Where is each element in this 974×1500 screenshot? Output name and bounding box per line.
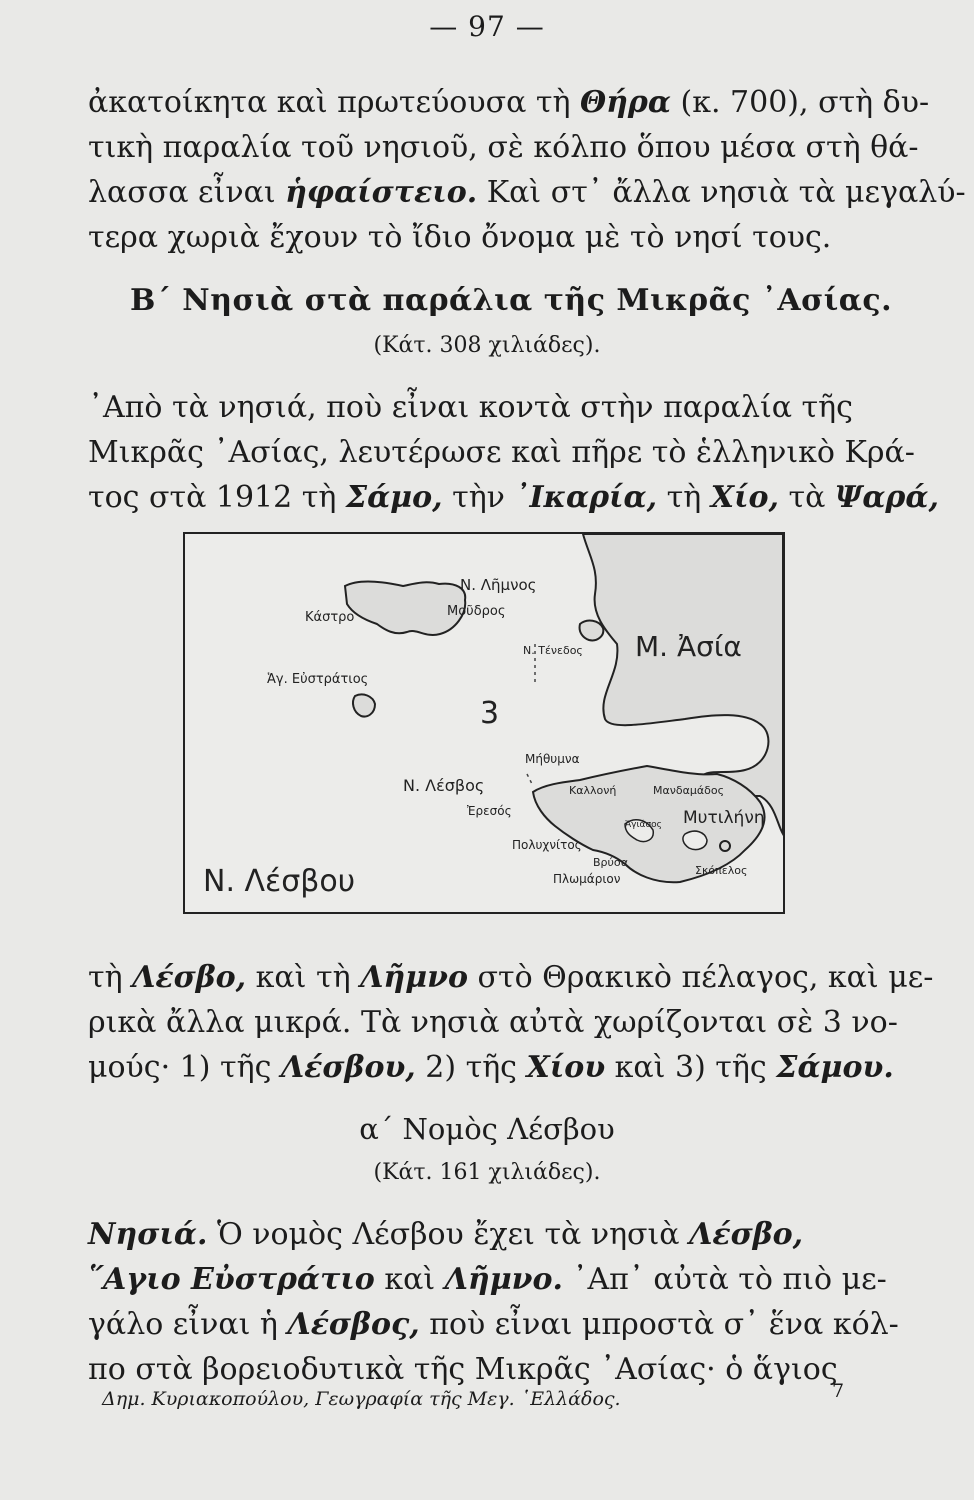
text-run: τὰ	[778, 480, 835, 515]
text-line: ᾿Απὸ τὰ νησιά, ποὺ εἶναι κοντὰ στὴν παραλία τῆς	[88, 390, 853, 425]
text-line	[88, 1045, 894, 1090]
section-b-area: (Κάτ. 308 χιλιάδες).	[373, 333, 601, 358]
label-lesvos-island: Ν. Λέσβος	[403, 776, 485, 795]
section-heading-b: Β΄ Νησιὰ στὰ παράλια τῆς Μικρᾶς ᾿Ασίας.	[130, 283, 893, 318]
text-run: καὶ 3) τῆς	[605, 1050, 777, 1085]
label-agiasos: Ἁγιάσος	[625, 820, 662, 830]
text-run: ᾿Απ᾿ αὐτὰ τὸ πιὸ με-	[562, 1262, 887, 1297]
text-line	[88, 170, 966, 215]
paragraph-islands	[88, 385, 939, 520]
text-run: τος στὰ 1912 τὴ	[88, 480, 346, 515]
label-mytilini: Μυτιλήνη	[683, 808, 765, 828]
map-caption: Ν. Λέσβου	[203, 864, 356, 899]
emphasis-lesvos-2: Λέσβος,	[287, 1307, 420, 1342]
text-line: Μικρᾶς ᾿Ασίας, λευτέρωσε καὶ πῆρε τὸ ἑλληνικὸ Κρά-	[88, 435, 915, 470]
label-mandamados: Μανδαμάδος	[653, 784, 725, 797]
emphasis-limnos: Λῆμνο	[360, 960, 468, 995]
gera-gulf	[683, 831, 707, 849]
label-efstratios: Ἁγ. Εὐστράτιος	[267, 672, 369, 687]
text-run: Καὶ στ᾿ ἄλλα νησιὰ τὰ μεγαλύ-	[477, 175, 966, 210]
text-run: καὶ τὴ	[246, 960, 361, 995]
text-line	[88, 955, 934, 1000]
footer-citation: Δημ. Κυριακοπούλου, Γεωγραφία τῆς Μεγ. ῾Ελλάδος.	[102, 1388, 621, 1410]
label-limnos: Ν. Λῆμνος	[460, 576, 537, 594]
emphasis-samou: Σάμου.	[776, 1050, 894, 1085]
text-run: τὴν	[442, 480, 515, 515]
efstratios-island	[353, 694, 375, 716]
emphasis-chios: Χίο,	[710, 480, 779, 515]
text-run: στὸ Θρακικὸ πέλαγος, καὶ με-	[467, 960, 934, 995]
text-line: τερα χωριὰ ἔχουν τὸ ἴδιο ὄνομα μὲ τὸ νησί τους.	[88, 220, 832, 255]
label-kastro: Κάστρο	[305, 610, 355, 625]
text-run: (κ. 700), στὴ δυ-	[670, 85, 930, 120]
sea-route	[527, 774, 533, 786]
text-run: γάλο εἶναι ἡ	[88, 1307, 288, 1342]
emphasis-limno: Λῆμνο.	[444, 1262, 563, 1297]
emphasis-nisia: Νησιά.	[88, 1217, 208, 1252]
page-number: — 97 —	[429, 10, 545, 43]
label-plomari: Πλωμάριον	[553, 872, 621, 886]
signature-mark: 7	[832, 1380, 845, 1402]
text-run: μούς· 1) τῆς	[88, 1050, 281, 1085]
paragraph-nomoi	[88, 955, 934, 1090]
text-run: τὴ	[657, 480, 711, 515]
section-a-area: (Κάτ. 161 χιλιάδες).	[373, 1160, 601, 1185]
text-run: λασσα εἶναι	[88, 175, 286, 210]
text-line	[88, 80, 930, 125]
text-line	[88, 1212, 868, 1257]
text-line	[88, 475, 939, 520]
text-run: καὶ	[374, 1262, 445, 1297]
paragraph-nisia	[88, 1212, 899, 1392]
label-moudros: Μοῦδρος	[447, 604, 506, 619]
emphasis-volcano: ἡφαίστειο.	[285, 175, 478, 210]
emphasis-chiou: Χίου	[526, 1050, 606, 1085]
emphasis-lesvos: Λέσβο,	[132, 960, 247, 995]
emphasis-lesvou: Λέσβου,	[280, 1050, 416, 1085]
map-lesvos	[183, 532, 785, 914]
text-line: τικὴ παραλία τοῦ νησιοῦ, σὲ κόλπο ὅπου μέσα στὴ θά-	[88, 130, 919, 165]
label-polichnitos: Πολυχνίτος	[512, 838, 582, 852]
section-heading-a: α΄ Νομὸς Λέσβου	[359, 1112, 615, 1146]
text-run: 2) τῆς	[415, 1050, 527, 1085]
label-kalloni: Καλλονή	[569, 784, 617, 797]
label-vrisa: Βρύσα	[593, 856, 629, 869]
label-mithymna: Μήθυμνα	[525, 752, 580, 766]
text-run: ποὺ εἶναι μπροστὰ σ᾿ ἕνα κόλ-	[419, 1307, 899, 1342]
text-line: ρικὰ ἄλλα μικρά. Τὰ νησιὰ αὐτὰ χωρίζονται σὲ 3 νο-	[88, 1005, 898, 1040]
text-line	[88, 1302, 899, 1347]
label-number-3: 3	[480, 696, 500, 731]
label-eresos: Ἐρεσός	[467, 804, 512, 818]
text-line: πο στὰ βορειοδυτικὰ τῆς Μικρᾶς ᾿Ασίας· ὁ ἅγιος	[88, 1352, 838, 1387]
emphasis-psara: Ψαρά,	[834, 480, 939, 515]
text-line	[88, 1257, 887, 1302]
text-run: Ὁ νομὸς Λέσβου ἔχει τὰ νησιὰ	[207, 1217, 690, 1252]
emphasis-lesvo: Λέσβο,	[689, 1217, 804, 1252]
label-asia-minor: Μ. Ἀσία	[635, 630, 742, 663]
text-run: ἀκατοίκητα καὶ πρωτεύουσα τὴ	[88, 85, 580, 120]
text-run: τὴ	[88, 960, 133, 995]
label-tenedos: Ν. Τένεδος	[523, 644, 583, 657]
label-skopelos: Σκόπελος	[695, 864, 748, 877]
emphasis-ikaria: ᾿Ικαρία,	[514, 480, 658, 515]
emphasis-thira: Θήρα	[579, 85, 671, 120]
emphasis-samos: Σάμο,	[345, 480, 443, 515]
paragraph-thira	[88, 80, 966, 260]
tenedos-island	[580, 621, 604, 641]
emphasis-efstratio: ῞Αγιο Εὐστράτιο	[88, 1262, 375, 1297]
